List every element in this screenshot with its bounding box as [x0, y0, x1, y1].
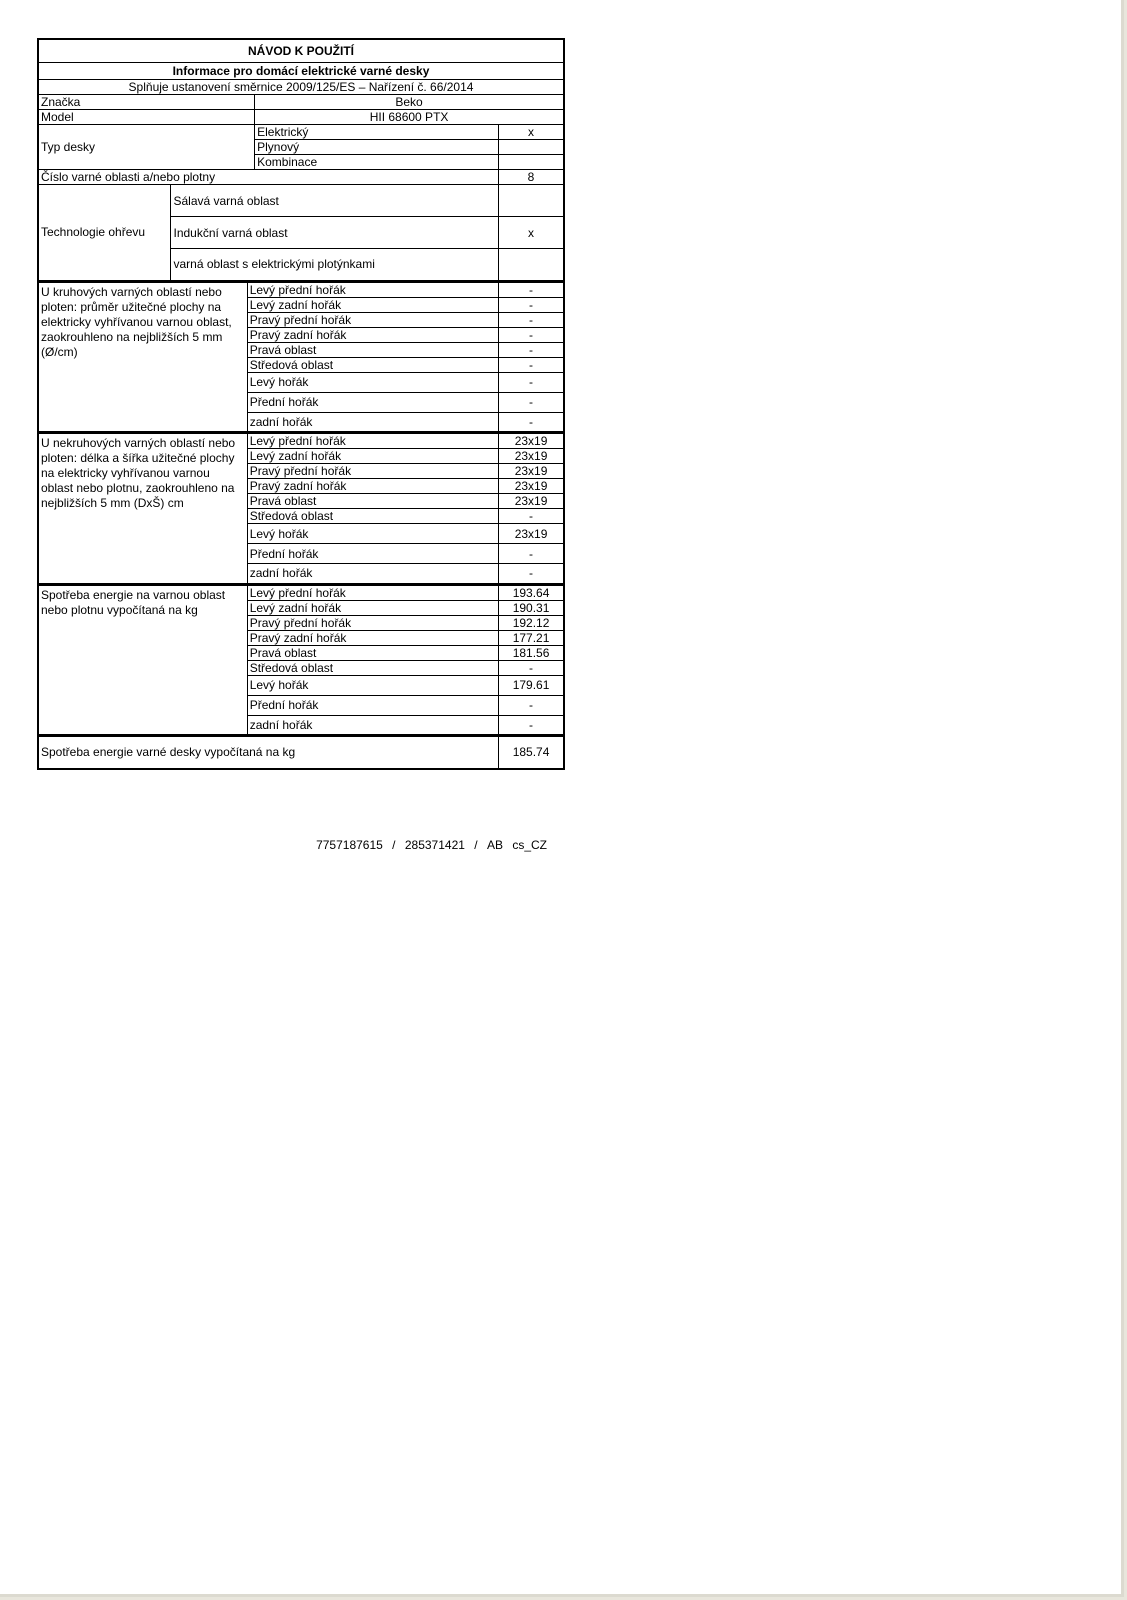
- heating-tech-value: [498, 185, 564, 217]
- zone-name: Levý hořák: [247, 524, 498, 544]
- hob-type-option: Plynový: [255, 140, 499, 155]
- zone-name: Pravý přední hořák: [247, 312, 498, 327]
- zone-value: 23x19: [499, 449, 564, 464]
- document-subtitle: Informace pro domácí elektrické varné desky: [38, 63, 564, 80]
- zone-value: -: [499, 544, 564, 564]
- hob-type-value: [498, 155, 564, 170]
- zone-name: Levý přední hořák: [247, 282, 498, 297]
- zone-value: -: [499, 327, 564, 342]
- zone-value: -: [499, 715, 564, 735]
- noncircular-zones-table: [37, 433, 565, 585]
- heating-tech-value: [498, 249, 564, 281]
- info-table: [37, 38, 565, 282]
- zone-name: Levý zadní hořák: [247, 297, 498, 312]
- heating-tech-option: Sálavá varná oblast: [171, 185, 498, 217]
- zone-name: Levý přední hořák: [247, 434, 498, 449]
- zone-name: Levý zadní hořák: [247, 600, 498, 615]
- zone-value: 179.61: [499, 675, 564, 695]
- zone-value: -: [499, 660, 564, 675]
- footer-version: AB: [486, 838, 503, 852]
- document-title: NÁVOD K POUŽITÍ: [38, 39, 564, 63]
- heating-tech-option: Indukční varná oblast: [171, 217, 498, 249]
- zone-name: Levý hořák: [247, 372, 498, 392]
- zone-value: -: [499, 312, 564, 327]
- hob-type-value: x: [498, 125, 564, 140]
- zone-value: -: [499, 357, 564, 372]
- zone-value: 23x19: [499, 494, 564, 509]
- model-value: HII 68600 PTX: [255, 110, 564, 125]
- zone-value: 23x19: [499, 479, 564, 494]
- product-info-sheet: [37, 38, 565, 770]
- hob-type-label: Typ desky: [38, 125, 255, 170]
- zone-value: -: [499, 564, 564, 584]
- zone-value: -: [499, 372, 564, 392]
- zone-value: -: [499, 392, 564, 412]
- zone-value: 181.56: [499, 645, 564, 660]
- zone-name: Pravý zadní hořák: [247, 479, 498, 494]
- zone-name: Pravý přední hořák: [247, 464, 498, 479]
- zone-name: Přední hořák: [247, 544, 498, 564]
- circular-zones-label: U kruhových varných oblastí nebo ploten: průměr užitečné plochy na elektricky vyhřívanou varnou oblast, zaokrouhleno na nejbližších 5 mm (Ø/cm): [38, 282, 247, 432]
- zone-name: Středová oblast: [247, 357, 498, 372]
- zone-value: 177.21: [499, 630, 564, 645]
- zone-name: Středová oblast: [247, 509, 498, 524]
- zone-name: Pravý přední hořák: [247, 615, 498, 630]
- zone-name: zadní hořák: [247, 412, 498, 432]
- zone-value: -: [499, 342, 564, 357]
- model-label: Model: [38, 110, 255, 125]
- noncircular-zones-label: U nekruhových varných oblastí nebo ploten: délka a šířka užitečné plochy na elektricky vyhřívanou varnou oblast nebo plotnu, zaokrouhleno na nejbližších 5 mm (DxŠ) cm: [38, 434, 247, 584]
- regulation-note: Splňuje ustanovení směrnice 2009/125/ES – Nařízení č. 66/2014: [38, 80, 564, 95]
- zone-value: -: [499, 412, 564, 432]
- zone-name: Levý přední hořák: [247, 585, 498, 600]
- zone-value: 193.64: [499, 585, 564, 600]
- zone-name: Přední hořák: [247, 392, 498, 412]
- zone-name: Středová oblast: [247, 660, 498, 675]
- energy-zone-label: Spotřeba energie na varnou oblast nebo plotnu vypočítaná na kg: [38, 585, 247, 735]
- zone-name: Pravá oblast: [247, 342, 498, 357]
- footer-locale: cs_CZ: [512, 838, 547, 852]
- zone-value: -: [499, 297, 564, 312]
- zones-count-label: Číslo varné oblasti a/nebo plotny: [38, 170, 498, 185]
- heating-tech-option: varná oblast s elektrickými plotýnkami: [171, 249, 498, 281]
- heating-tech-value: x: [498, 217, 564, 249]
- zone-value: -: [499, 695, 564, 715]
- zone-name: zadní hořák: [247, 715, 498, 735]
- zone-name: Pravý zadní hořák: [247, 327, 498, 342]
- hob-type-option: Kombinace: [255, 155, 499, 170]
- hob-type-value: [498, 140, 564, 155]
- circular-zones-table: [37, 282, 565, 434]
- zone-value: 23x19: [499, 434, 564, 449]
- zone-value: -: [499, 282, 564, 297]
- document-footer: 7757187615 / 285371421 / AB cs_CZ: [316, 838, 547, 852]
- energy-total-label: Spotřeba energie varné desky vypočítaná na kg: [38, 737, 499, 769]
- footer-code-1: 7757187615: [316, 838, 383, 852]
- brand-value: Beko: [255, 95, 564, 110]
- energy-total-value: 185.74: [499, 737, 564, 769]
- zone-value: 23x19: [499, 464, 564, 479]
- zone-value: 192.12: [499, 615, 564, 630]
- zone-value: 190.31: [499, 600, 564, 615]
- zone-value: 23x19: [499, 524, 564, 544]
- zone-name: Pravá oblast: [247, 645, 498, 660]
- zone-name: Levý zadní hořák: [247, 449, 498, 464]
- zone-name: Levý hořák: [247, 675, 498, 695]
- zone-name: Pravý zadní hořák: [247, 630, 498, 645]
- energy-zone-table: [37, 585, 565, 737]
- zone-name: Pravá oblast: [247, 494, 498, 509]
- zone-value: -: [499, 509, 564, 524]
- footer-code-2: 285371421: [404, 838, 465, 852]
- heating-tech-label: Technologie ohřevu: [38, 185, 171, 281]
- zone-name: Přední hořák: [247, 695, 498, 715]
- zones-count-value: 8: [498, 170, 564, 185]
- zone-name: zadní hořák: [247, 564, 498, 584]
- brand-label: Značka: [38, 95, 255, 110]
- hob-type-option: Elektrický: [255, 125, 499, 140]
- energy-total-table: [37, 736, 565, 770]
